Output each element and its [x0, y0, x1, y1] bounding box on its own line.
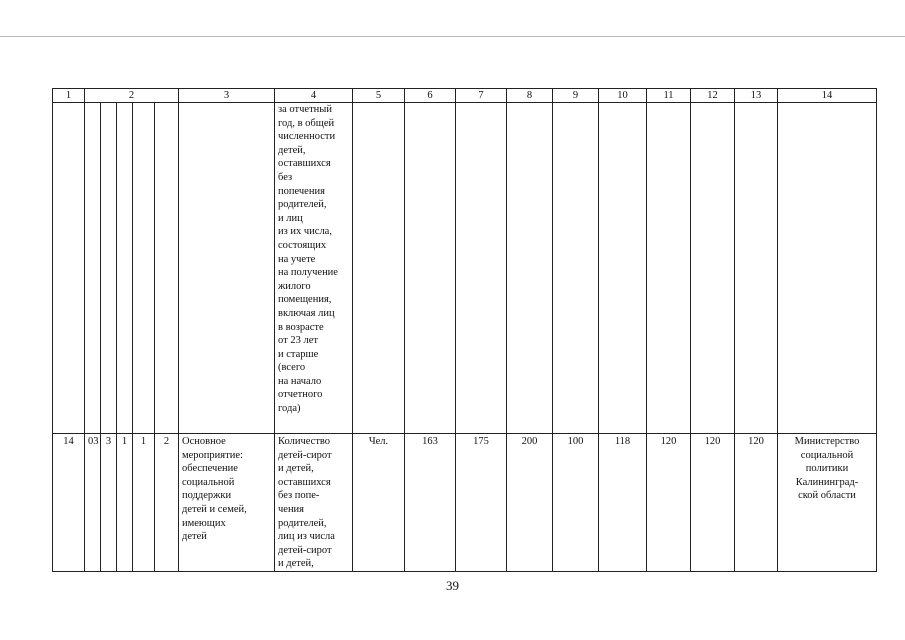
text-line: численности [278, 131, 336, 143]
cell-2a [85, 103, 101, 434]
value-cell: 120 [735, 434, 778, 572]
header-cell: 10 [599, 89, 647, 103]
measure-name-cell [179, 434, 275, 572]
header-cell: 2 [85, 89, 179, 103]
cell-6 [405, 103, 456, 434]
header-cell: 4 [275, 89, 353, 103]
header-cell: 9 [553, 89, 599, 103]
text-line: от 23 лет [278, 335, 318, 347]
cell-11 [647, 103, 691, 434]
responsible-cell [778, 434, 877, 572]
text-line: ской области [798, 490, 856, 502]
unit-cell: Чел. [353, 434, 405, 572]
text-line: родителей, [278, 517, 327, 529]
cell-14 [778, 103, 877, 434]
text-line: обеспечение [182, 463, 238, 475]
cell-5 [353, 103, 405, 434]
text-line: на получение [278, 267, 338, 279]
row-number: 14 [53, 434, 85, 572]
value-cell: 118 [599, 434, 647, 572]
header-cell: 3 [179, 89, 275, 103]
value-cell: 163 [405, 434, 456, 572]
value-cell: 120 [647, 434, 691, 572]
cell-7 [456, 103, 507, 434]
header-cell: 11 [647, 89, 691, 103]
cell-10 [599, 103, 647, 434]
text-line: социальной [182, 476, 235, 488]
text-line: социальной [800, 449, 854, 461]
code-program: 03 [85, 434, 101, 572]
cell-9 [553, 103, 599, 434]
indicator-cell [275, 103, 353, 434]
code-task: 1 [117, 434, 133, 572]
header-cell: 12 [691, 89, 735, 103]
code-subprogram: 3 [101, 434, 117, 572]
text-line: Калининград- [795, 476, 859, 488]
cell-2b [101, 103, 117, 434]
text-line: года) [278, 403, 301, 415]
cell-13 [735, 103, 778, 434]
text-line: Основное [182, 436, 226, 447]
text-line: отчетного [278, 389, 323, 401]
text-line: на начало [278, 375, 322, 387]
header-cell: 6 [405, 89, 456, 103]
text-line: год, в общей [278, 117, 335, 129]
text-line: и детей, [278, 558, 314, 570]
header-cell: 8 [507, 89, 553, 103]
text-line: оставшихся [278, 158, 331, 170]
text-line: поддержки [182, 490, 232, 502]
value-cell: 120 [691, 434, 735, 572]
cell-8 [507, 103, 553, 434]
page-number: 39 [446, 578, 459, 593]
value-cell: 175 [456, 434, 507, 572]
text-line: в возрасте [278, 321, 324, 333]
cell-12 [691, 103, 735, 434]
top-rule [0, 36, 905, 37]
cell-2c [117, 103, 133, 434]
text-line: за отчетный [278, 104, 332, 115]
text-line: оставшихся [278, 476, 331, 488]
text-line: на учете [278, 253, 316, 265]
text-line: жилого [278, 280, 311, 292]
text-line: без [278, 171, 293, 183]
header-cell: 5 [353, 89, 405, 103]
cell-1 [53, 103, 85, 434]
text-line: мероприятие: [182, 449, 243, 461]
table-row [53, 103, 877, 434]
text-line: чения [278, 503, 305, 515]
header-cell: 7 [456, 89, 507, 103]
text-line: из их числа, [278, 226, 332, 238]
text-line: включая лиц [278, 307, 335, 319]
text-line: родителей, [278, 199, 327, 211]
cell-3 [179, 103, 275, 434]
text-line: детей-сирот [278, 544, 332, 556]
text-line: детей [182, 531, 207, 543]
header-cell: 13 [735, 89, 778, 103]
text-line: (всего [278, 362, 306, 374]
cell-2d [133, 103, 155, 434]
text-line: детей и семей, [182, 503, 247, 515]
text-line: Министерство [794, 436, 860, 447]
text-line: попечения [278, 185, 325, 197]
header-cell: 1 [53, 89, 85, 103]
code-measure: 1 [133, 434, 155, 572]
text-line: политики [805, 463, 849, 475]
text-line: и лиц [278, 212, 303, 224]
program-table [52, 88, 877, 572]
text-line: состоящих [278, 239, 327, 251]
responsible-text [781, 435, 873, 503]
text-line: без попе- [278, 490, 320, 502]
header-cell: 14 [778, 89, 877, 103]
text-line: помещения, [278, 294, 332, 306]
indicator-text [278, 435, 349, 571]
cell-2e [155, 103, 179, 434]
indicator-text [278, 103, 349, 416]
measure-name-text [182, 435, 271, 544]
value-cell: 200 [507, 434, 553, 572]
text-line: и старше [278, 348, 319, 360]
indicator-cell [275, 434, 353, 572]
value-cell: 100 [553, 434, 599, 572]
text-line: Количество [278, 436, 331, 447]
text-line: имеющих [182, 517, 226, 529]
text-line: детей-сирот [278, 449, 332, 461]
text-line: лиц из числа [278, 531, 335, 543]
text-line: детей, [278, 144, 306, 156]
table-row [53, 434, 877, 572]
code-indicator: 2 [155, 434, 179, 572]
text-line: и детей, [278, 463, 314, 475]
header-row [53, 89, 877, 103]
